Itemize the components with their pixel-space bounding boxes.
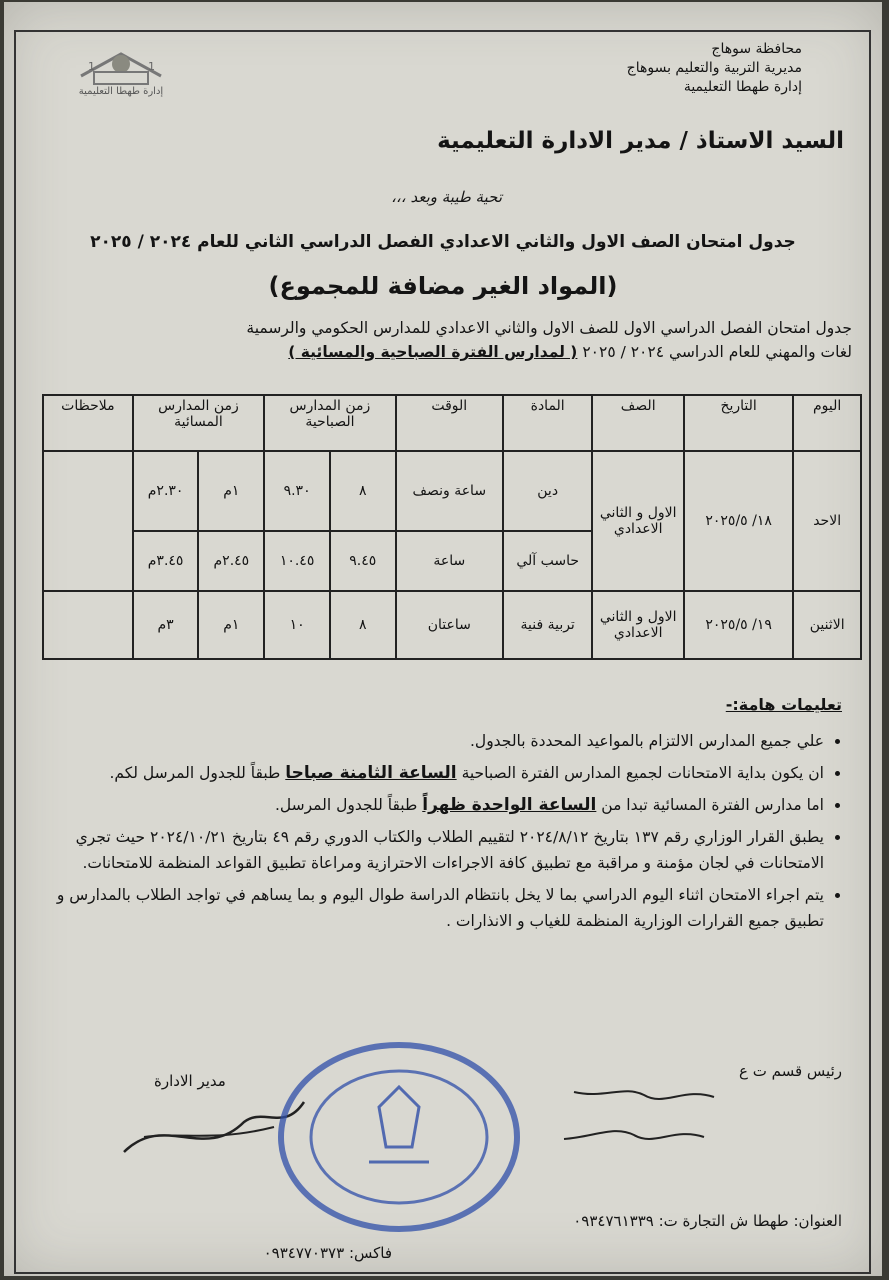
intro-line-2-text: لغات والمهني للعام الدراسي ٢٠٢٤ / ٢٠٢٥	[582, 343, 852, 361]
intro-line-2-emphasis: ( لمدارس الفترة الصباحية والمسائية )	[288, 343, 578, 361]
cell-duration: ساعة ونصف	[396, 451, 503, 531]
header-grade: الصف	[592, 395, 684, 451]
intro-paragraph	[52, 316, 852, 364]
table-header-row	[43, 395, 861, 451]
instruction-item: • يطبق القرار الوزاري رقم ١٣٧ بتاريخ ٢٠٢٤/٨/١٢ لتقييم الطلاب والكتاب الدوري رقم ٤٩ بتاريخ ٢٠٢٤/١٠/٢١ حيث تجري الامتحانات في لجان مؤمنة و مراقبة مع تطبيق كافة الاجراءات الاحترازية ومراعاة تطبيق القواعد المنظمة للامتحانات.	[32, 824, 824, 876]
header-subject: المادة	[503, 395, 592, 451]
instructions-list	[32, 728, 842, 934]
governorate: محافظة سوهاج	[711, 41, 802, 57]
instruction-text: طبقاً للجدول المرسل.	[274, 796, 423, 814]
cell-evening-from: ٢.٤٥م	[198, 531, 264, 591]
director-label: مدير الادارة	[154, 1072, 226, 1090]
subject-heading: (المواد الغير مضافة للمجموع)	[268, 272, 618, 300]
instruction-text: ان يكون بداية الامتحانات لجميع المدارس الفترة الصباحية	[456, 764, 824, 782]
cell-notes	[43, 591, 133, 659]
cell-morning-to: ٩.٣٠	[264, 451, 330, 531]
instruction-text: طبقاً للجدول المرسل لكم.	[109, 764, 286, 782]
footer-fax: فاكس: ٠٩٣٤٧٧٠٣٧٣	[263, 1244, 392, 1262]
document-page	[4, 2, 882, 1276]
cell-subject: دين	[503, 451, 592, 531]
cell-morning-from: ٩.٤٥	[330, 531, 396, 591]
greeting: تحية طيبة وبعد ،،،	[391, 188, 502, 206]
head-of-section-label: رئيس قسم ت ع	[739, 1062, 842, 1080]
cell-evening-from: ١م	[198, 451, 264, 531]
addressee: السيد الاستاذ / مدير الادارة التعليمية	[437, 128, 844, 154]
official-stamp	[274, 1037, 524, 1237]
cell-morning-to: ١٠	[264, 591, 330, 659]
cell-date: ١٩/ ٢٠٢٥/٥	[684, 591, 793, 659]
letterhead	[502, 40, 802, 97]
instruction-emphasis: الساعة الواحدة ظهراً	[422, 795, 597, 815]
cell-day: الاثنين	[793, 591, 861, 659]
signature-mark	[544, 1077, 724, 1157]
cell-evening-to: ٣م	[133, 591, 199, 659]
instruction-item: • يتم اجراء الامتحان اثناء اليوم الدراسي بما لا يخل بانتظام الدراسة طوال اليوم و بما يساهم في تواجد الطلاب بالمدارس و تطبيق جميع القرارات الوزارية المنظمة للغياب و الانذارات .	[32, 882, 824, 934]
table-row	[43, 591, 861, 659]
cell-date: ١٨/ ٢٠٢٥/٥	[684, 451, 793, 591]
cell-subject: تربية فنية	[503, 591, 592, 659]
cell-morning-to: ١٠.٤٥	[264, 531, 330, 591]
administration-logo	[66, 46, 176, 106]
header-day: اليوم	[793, 395, 861, 451]
cell-morning-from: ٨	[330, 451, 396, 531]
table-row	[43, 451, 861, 531]
header-morning-time: زمن المدارس الصباحية	[264, 395, 395, 451]
instructions-heading: تعليمات هامة:-	[725, 695, 842, 714]
cell-duration: ساعة	[396, 531, 503, 591]
header-evening-time: زمن المدارس المسائية	[133, 395, 265, 451]
logo-caption: إدارة طهطا التعليمية	[78, 86, 164, 97]
cell-grade: الاول و الثاني الاعدادي	[592, 591, 684, 659]
instruction-item: • علي جميع المدارس الالتزام بالمواعيد المحددة بالجدول.	[32, 728, 824, 754]
header-duration: الوقت	[396, 395, 503, 451]
instruction-emphasis: الساعة الثامنة صباحا	[285, 763, 457, 783]
cell-duration: ساعتان	[396, 591, 503, 659]
instructions-section	[32, 692, 842, 940]
directorate: مديرية التربية والتعليم بسوهاج	[626, 60, 802, 76]
intro-line-2	[52, 340, 852, 364]
instruction-text: اما مدارس الفترة المسائية تبدا من	[596, 796, 824, 814]
exam-schedule-table	[42, 394, 862, 660]
administration: إدارة طهطا التعليمية	[683, 79, 802, 95]
document-title: جدول امتحان الصف الاول والثاني الاعدادي الفصل الدراسي الثاني للعام ٢٠٢٤ / ٢٠٢٥	[90, 232, 796, 252]
footer-address: العنوان: طهطا ش التجارة ت: ٠٩٣٤٧٦١٣٣٩	[573, 1212, 842, 1230]
cell-evening-from: ١م	[198, 591, 264, 659]
header-notes: ملاحظات	[43, 395, 133, 451]
cell-morning-from: ٨	[330, 591, 396, 659]
cell-notes	[43, 451, 133, 591]
cell-day: الاحد	[793, 451, 861, 591]
svg-text:1: 1	[148, 60, 155, 73]
cell-evening-to: ٢.٣٠م	[133, 451, 199, 531]
instruction-item	[32, 760, 824, 786]
intro-line-1: جدول امتحان الفصل الدراسي الاول للصف الاول والثاني الاعدادي للمدارس الحكومي والرسمية	[246, 319, 852, 337]
header-date: التاريخ	[684, 395, 793, 451]
cell-subject: حاسب آلي	[503, 531, 592, 591]
cell-evening-to: ٣.٤٥م	[133, 531, 199, 591]
svg-text:1: 1	[88, 60, 95, 73]
instruction-item	[32, 792, 824, 818]
cell-grade: الاول و الثاني الاعدادي	[592, 451, 684, 591]
